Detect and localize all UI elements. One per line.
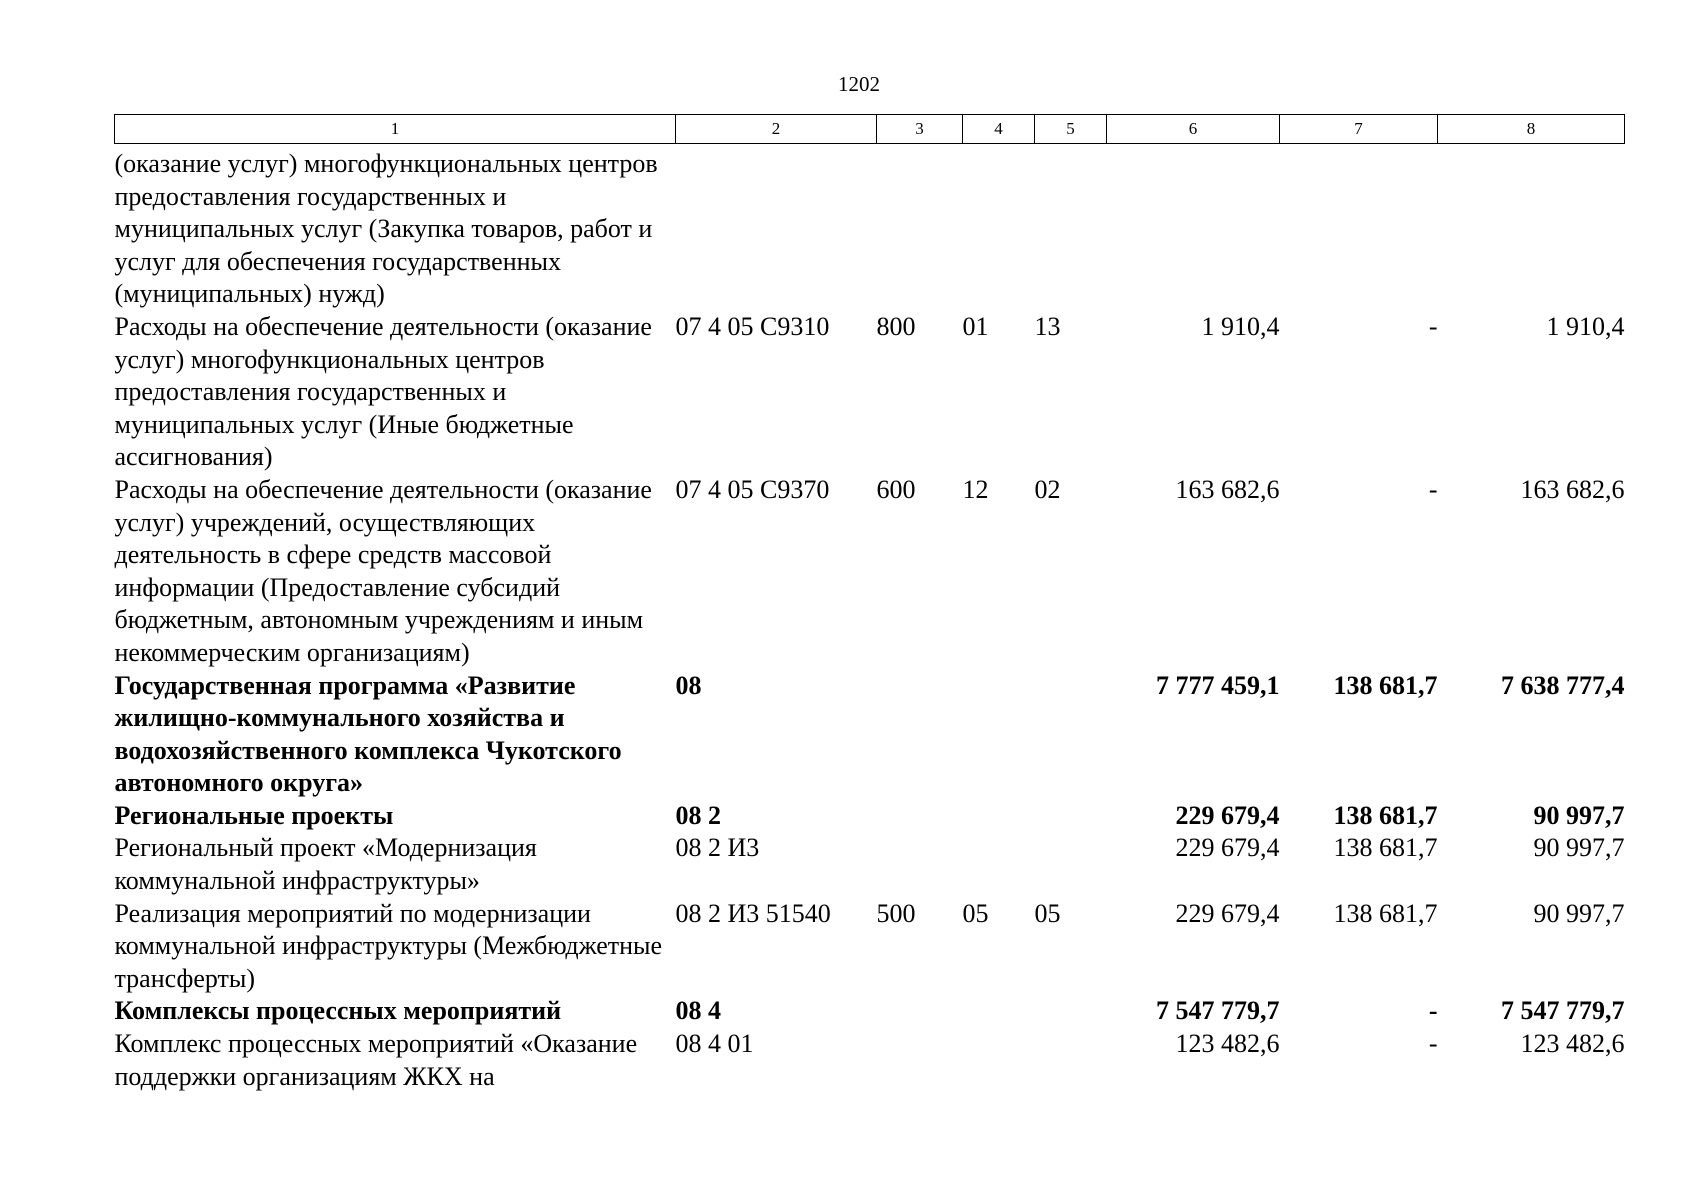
regional-cell [1438,144,1625,311]
table-header [115,115,1625,144]
table-row [115,474,1625,670]
subsection-cell: 02 [1034,474,1061,504]
type-cell: 500 [876,898,916,928]
federal-cell: 138 681,7 [1333,670,1438,700]
subsection-cell: 05 [1034,898,1061,928]
total-cell: 7 547 779,7 [1156,996,1280,1026]
table-row [115,800,1625,833]
type-cell [877,670,963,800]
total-cell: 123 482,6 [1175,1029,1280,1059]
code-cell: 08 4 [675,996,721,1026]
type-cell [877,144,963,311]
federal-cell: - [1428,996,1438,1026]
regional-cell: 7 638 777,4 [1501,670,1625,700]
subsection-cell [1035,800,1107,833]
total-cell: 229 679,4 [1175,833,1280,863]
federal-cell [1280,144,1438,311]
header-col-5: 5 [1035,115,1107,144]
type-cell [877,800,963,833]
description-cell: Расходы на обеспечение деятельности (оказание услуг) учреждений, осуществляющих деятельность в сфере средств массовой информации (Предоставление субсидий бюджетным, автономным учреждениям и иным некоммерческим организациям) [114,474,652,667]
description-cell: Реализация мероприятий по модернизации коммунальной инфраструктуры (Межбюджетные трансферты) [114,898,663,993]
table-row [115,311,1625,474]
total-cell: 1 910,4 [1201,311,1280,341]
description-cell: Государственная программа «Развитие жилищно-коммунального хозяйства и водохозяйственного комплекса Чукотского автономного округа» [114,670,622,798]
table-row [115,898,1625,996]
description-cell: Региональные проекты [114,800,394,830]
code-cell: 08 2 [675,800,721,830]
budget-table-container [114,114,1624,1093]
code-cell: 08 2 И3 [675,833,760,863]
code-cell: 08 [675,670,702,700]
code-cell: 07 4 05 С9310 [675,311,830,341]
table-body [115,144,1625,1094]
code-cell: 07 4 05 С9370 [675,474,830,504]
table-row [115,995,1625,1028]
total-cell: 229 679,4 [1175,800,1280,830]
description-cell: Региональный проект «Модернизация коммунальной инфраструктуры» [114,833,537,896]
regional-cell: 7 547 779,7 [1501,996,1625,1026]
section-cell: 01 [962,311,989,341]
regional-cell: 90 997,7 [1533,898,1625,928]
header-col-4: 4 [963,115,1035,144]
budget-table [114,114,1625,1093]
page-number: 1202 [838,72,880,96]
header-col-6: 6 [1107,115,1280,144]
header-row [115,115,1625,144]
subsection-cell [1035,832,1107,897]
federal-cell: - [1428,1029,1438,1059]
header-col-1: 1 [115,115,676,144]
header-col-3: 3 [877,115,963,144]
subsection-cell [1035,1028,1107,1093]
federal-cell: - [1428,311,1438,341]
total-cell [1107,144,1280,311]
section-cell [963,832,1035,897]
description-cell: Расходы на обеспечение деятельности (оказание услуг) многофункциональных центров предоставления государственных и муниципальных услуг (Иные бюджетные ассигнования) [114,311,652,472]
federal-cell: 138 681,7 [1333,800,1438,830]
total-cell: 229 679,4 [1175,898,1280,928]
table-row [115,670,1625,800]
type-cell [877,1028,963,1093]
code-cell [676,144,877,311]
type-cell: 600 [876,474,916,504]
regional-cell: 123 482,6 [1520,1029,1625,1059]
code-cell: 08 2 И3 51540 [675,898,831,928]
federal-cell: - [1428,474,1438,504]
subsection-cell [1035,670,1107,800]
total-cell: 163 682,6 [1175,474,1280,504]
code-cell: 08 4 01 [675,1029,754,1059]
header-col-2: 2 [676,115,877,144]
section-cell [963,670,1035,800]
type-cell [877,995,963,1028]
regional-cell: 1 910,4 [1546,311,1625,341]
total-cell: 7 777 459,1 [1156,670,1280,700]
regional-cell: 90 997,7 [1533,833,1625,863]
subsection-cell [1035,144,1107,311]
table-row [115,832,1625,897]
section-cell [963,800,1035,833]
type-cell: 800 [876,311,916,341]
federal-cell: 138 681,7 [1333,898,1438,928]
regional-cell: 90 997,7 [1533,800,1625,830]
subsection-cell [1035,995,1107,1028]
regional-cell: 163 682,6 [1520,474,1625,504]
table-row [115,144,1625,311]
subsection-cell: 13 [1034,311,1061,341]
description-cell: Комплексы процессных мероприятий [114,996,562,1026]
section-cell [963,995,1035,1028]
federal-cell: 138 681,7 [1333,833,1438,863]
description-cell: (оказание услуг) многофункциональных центров предоставления государственных и муниципальных услуг (Закупка товаров, работ и услуг для обеспечения государственных (муниципальных) нужд) [114,149,658,309]
description-cell: Комплекс процессных мероприятий «Оказание поддержки организациям ЖКХ на [114,1029,638,1091]
type-cell [877,832,963,897]
section-cell [963,1028,1035,1093]
table-row [115,1028,1625,1093]
section-cell: 12 [962,474,989,504]
header-col-7: 7 [1280,115,1438,144]
section-cell [963,144,1035,311]
header-col-8: 8 [1438,115,1625,144]
section-cell: 05 [962,898,989,928]
